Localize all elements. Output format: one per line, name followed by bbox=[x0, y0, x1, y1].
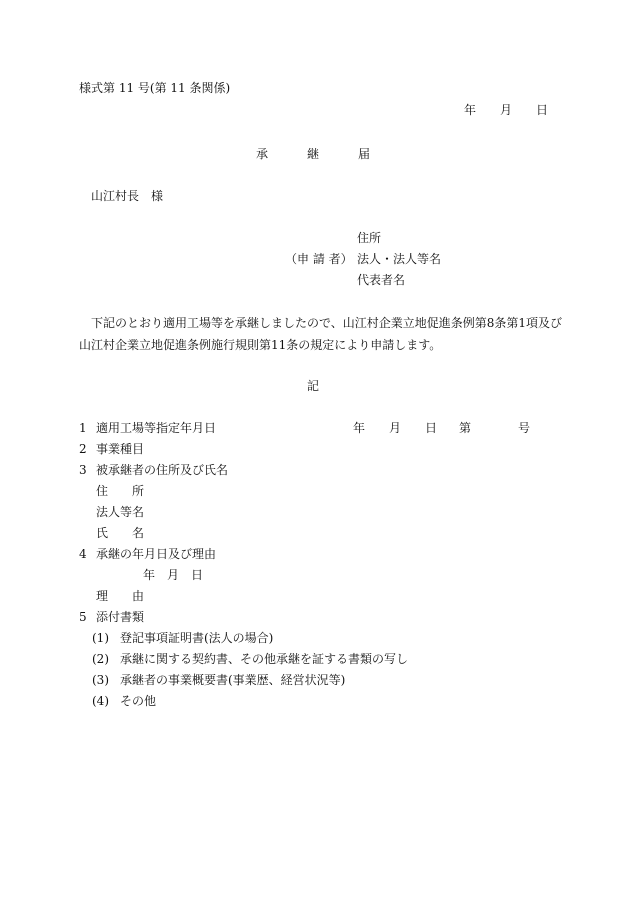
item-5-sub-2-number: (2) bbox=[92, 652, 109, 666]
item-5-sub-1: 登記事項証明書(法人の場合) bbox=[120, 631, 274, 645]
applicant-representative-label: 代表者名 bbox=[357, 273, 406, 287]
title-char-2: 継 bbox=[307, 147, 320, 161]
ki-heading: 記 bbox=[307, 379, 320, 393]
item-2-label: 事業種目 bbox=[96, 442, 145, 456]
item-3-address: 住 所 bbox=[96, 484, 145, 498]
item-1-label: 適用工場等指定年月日 bbox=[96, 421, 217, 435]
applicant-name-label: 法人・法人等名 bbox=[357, 252, 442, 266]
item-4-month: 月 bbox=[167, 568, 180, 582]
form-number: 様式第 11 号(第 11 条関係) bbox=[79, 81, 231, 95]
title-char-3: 届 bbox=[358, 147, 371, 161]
item-1-number: 1 bbox=[79, 421, 87, 435]
item-5-sub-3: 承継者の事業概要書(事業歴、経営状況等) bbox=[120, 673, 346, 687]
applicant-label: （申 請 者） bbox=[285, 252, 353, 266]
applicant-address-label: 住所 bbox=[357, 231, 382, 245]
date-year-label: 年 bbox=[464, 103, 477, 117]
item-4-number: 4 bbox=[79, 547, 87, 561]
item-4-year: 年 bbox=[143, 568, 156, 582]
body-line-2: 山江村企業立地促進条例施行規則第11条の規定により申請します。 bbox=[79, 338, 442, 352]
date-month-label: 月 bbox=[500, 103, 513, 117]
item-3-corp: 法人等名 bbox=[96, 505, 145, 519]
title-char-1: 承 bbox=[256, 147, 269, 161]
item-5-sub-2: 承継に関する契約書、その他承継を証する書類の写し bbox=[120, 652, 409, 666]
item-5-label: 添付書類 bbox=[96, 610, 145, 624]
item-4-reason: 理 由 bbox=[96, 589, 145, 603]
item-1-year: 年 bbox=[353, 421, 366, 435]
date-day-label: 日 bbox=[536, 103, 549, 117]
item-5-sub-4-number: (4) bbox=[92, 694, 109, 708]
item-5-sub-1-number: (1) bbox=[92, 631, 109, 645]
addressee: 山江村長 様 bbox=[91, 189, 164, 203]
item-4-day: 日 bbox=[191, 568, 204, 582]
item-1-day: 日 bbox=[425, 421, 438, 435]
item-1-month: 月 bbox=[389, 421, 402, 435]
item-1-go: 号 bbox=[518, 421, 531, 435]
item-5-sub-3-number: (3) bbox=[92, 673, 109, 687]
item-5-number: 5 bbox=[79, 610, 87, 624]
item-2-number: 2 bbox=[79, 442, 87, 456]
item-4-label: 承継の年月日及び理由 bbox=[96, 547, 217, 561]
item-3-name: 氏 名 bbox=[96, 526, 145, 540]
item-3-number: 3 bbox=[79, 463, 87, 477]
item-3-label: 被承継者の住所及び氏名 bbox=[96, 463, 229, 477]
item-5-sub-4: その他 bbox=[120, 694, 157, 708]
item-1-dai: 第 bbox=[459, 421, 472, 435]
body-line-1: 下記のとおり適用工場等を承継しましたので、山江村企業立地促進条例第8条第1項及び bbox=[91, 316, 563, 330]
